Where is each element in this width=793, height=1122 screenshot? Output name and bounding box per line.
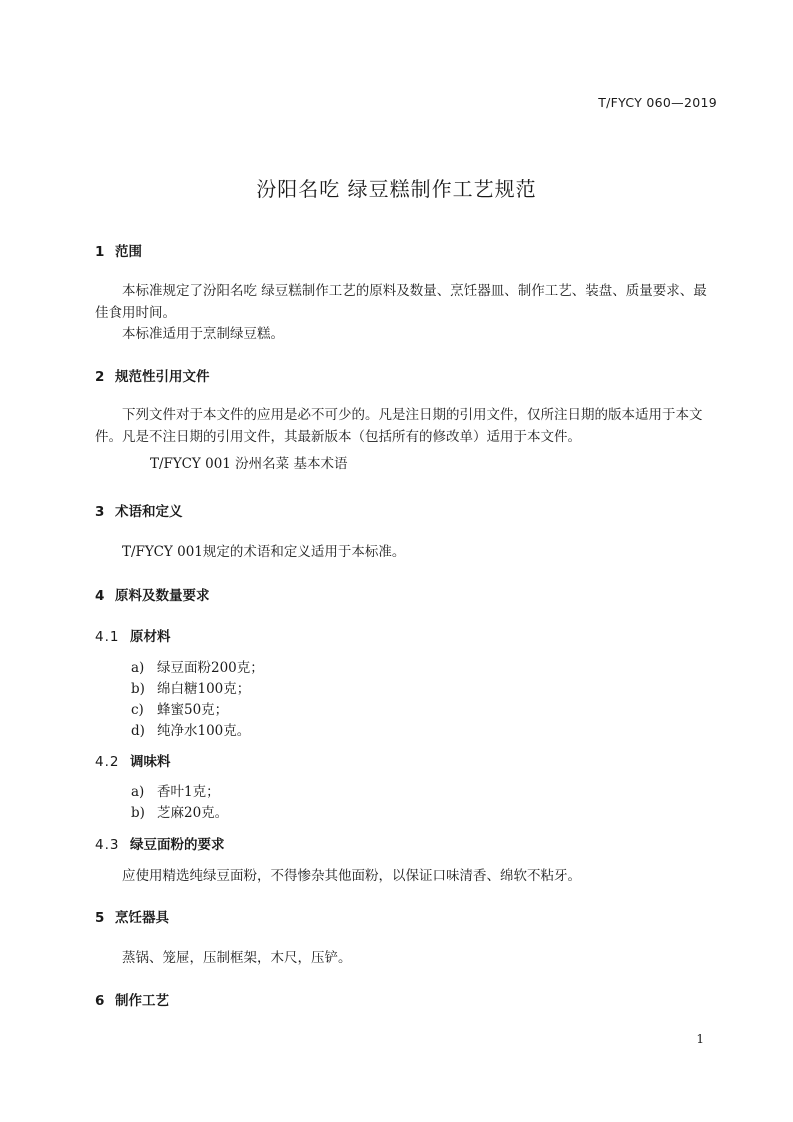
subsection-heading: [95, 833, 225, 853]
list-marker: b): [131, 805, 145, 821]
section-heading: [95, 906, 169, 926]
section-number: 1: [95, 244, 105, 260]
list-item: [131, 656, 264, 676]
paragraph: 蒸锅、笼屉，压制框架，木尺，压铲。: [122, 950, 352, 966]
section-number: 4: [95, 588, 105, 604]
section-heading: [95, 584, 210, 604]
list-item: [131, 780, 220, 800]
reference-item: T/FYCY 001 汾州名菜 基本术语: [150, 456, 348, 472]
subsection-heading: [95, 750, 171, 770]
list-text: 芝麻20克。: [157, 805, 229, 821]
section-number: 3: [95, 504, 105, 520]
section-number: 2: [95, 369, 105, 385]
section-title: 术语和定义: [115, 504, 183, 520]
list-item: [131, 801, 228, 821]
paragraph: 下列文件对于本文件的应用是必不可少的。凡是注日期的引用文件，仅所注日期的版本适用于本文件。凡是不注日期的引用文件，其最新版本（包括所有的修改单）适用于本文件。: [95, 407, 703, 445]
section-heading: [95, 500, 183, 520]
list-text: 纯净水100克。: [157, 723, 251, 739]
section-number: 5: [95, 910, 105, 926]
document-title: 汾阳名吃 绿豆糕制作工艺规范: [256, 177, 537, 201]
section-heading: [95, 240, 142, 260]
section-title: 规范性引用文件: [115, 369, 210, 385]
paragraph: 应使用精选纯绿豆面粉，不得惨杂其他面粉，以保证口味清香、绵软不粘牙。: [122, 868, 581, 884]
page-number: 1: [696, 1032, 704, 1046]
list-text: 绵白糖100克；: [157, 681, 251, 697]
section-heading: [95, 989, 169, 1009]
paragraph: 本标准规定了汾阳名吃 绿豆糕制作工艺的原料及数量、烹饪器皿、制作工艺、装盘、质量要求、最佳食用时间。: [95, 283, 707, 321]
list-marker: b): [131, 681, 145, 697]
list-text: 蜂蜜50克；: [157, 702, 229, 718]
subsection-number: 4.2: [95, 754, 120, 770]
section-number: 6: [95, 993, 105, 1009]
list-text: 香叶1克；: [157, 784, 220, 800]
section-title: 原料及数量要求: [115, 588, 210, 604]
list-item: [131, 677, 250, 697]
list-marker: d): [131, 723, 145, 739]
paragraph: 本标准适用于烹制绿豆糕。: [122, 326, 284, 342]
subsection-heading: [95, 625, 171, 645]
list-item: [131, 719, 250, 739]
subsection-number: 4.1: [95, 629, 120, 645]
section-title: 制作工艺: [115, 993, 169, 1009]
section-heading: [95, 365, 210, 385]
subsection-title: 绿豆面粉的要求: [130, 837, 225, 853]
list-marker: a): [131, 784, 145, 800]
paragraph: T/FYCY 001规定的术语和定义适用于本标准。: [122, 544, 406, 560]
section-title: 烹饪器具: [115, 910, 169, 926]
subsection-title: 调味料: [130, 754, 171, 770]
list-item: [131, 698, 228, 718]
subsection-number: 4.3: [95, 837, 120, 853]
list-marker: a): [131, 660, 145, 676]
document-code: T/FYCY 060—2019: [598, 95, 717, 110]
list-text: 绿豆面粉200克；: [157, 660, 264, 676]
section-title: 范围: [115, 244, 142, 260]
list-marker: c): [131, 702, 144, 718]
subsection-title: 原材料: [130, 629, 171, 645]
